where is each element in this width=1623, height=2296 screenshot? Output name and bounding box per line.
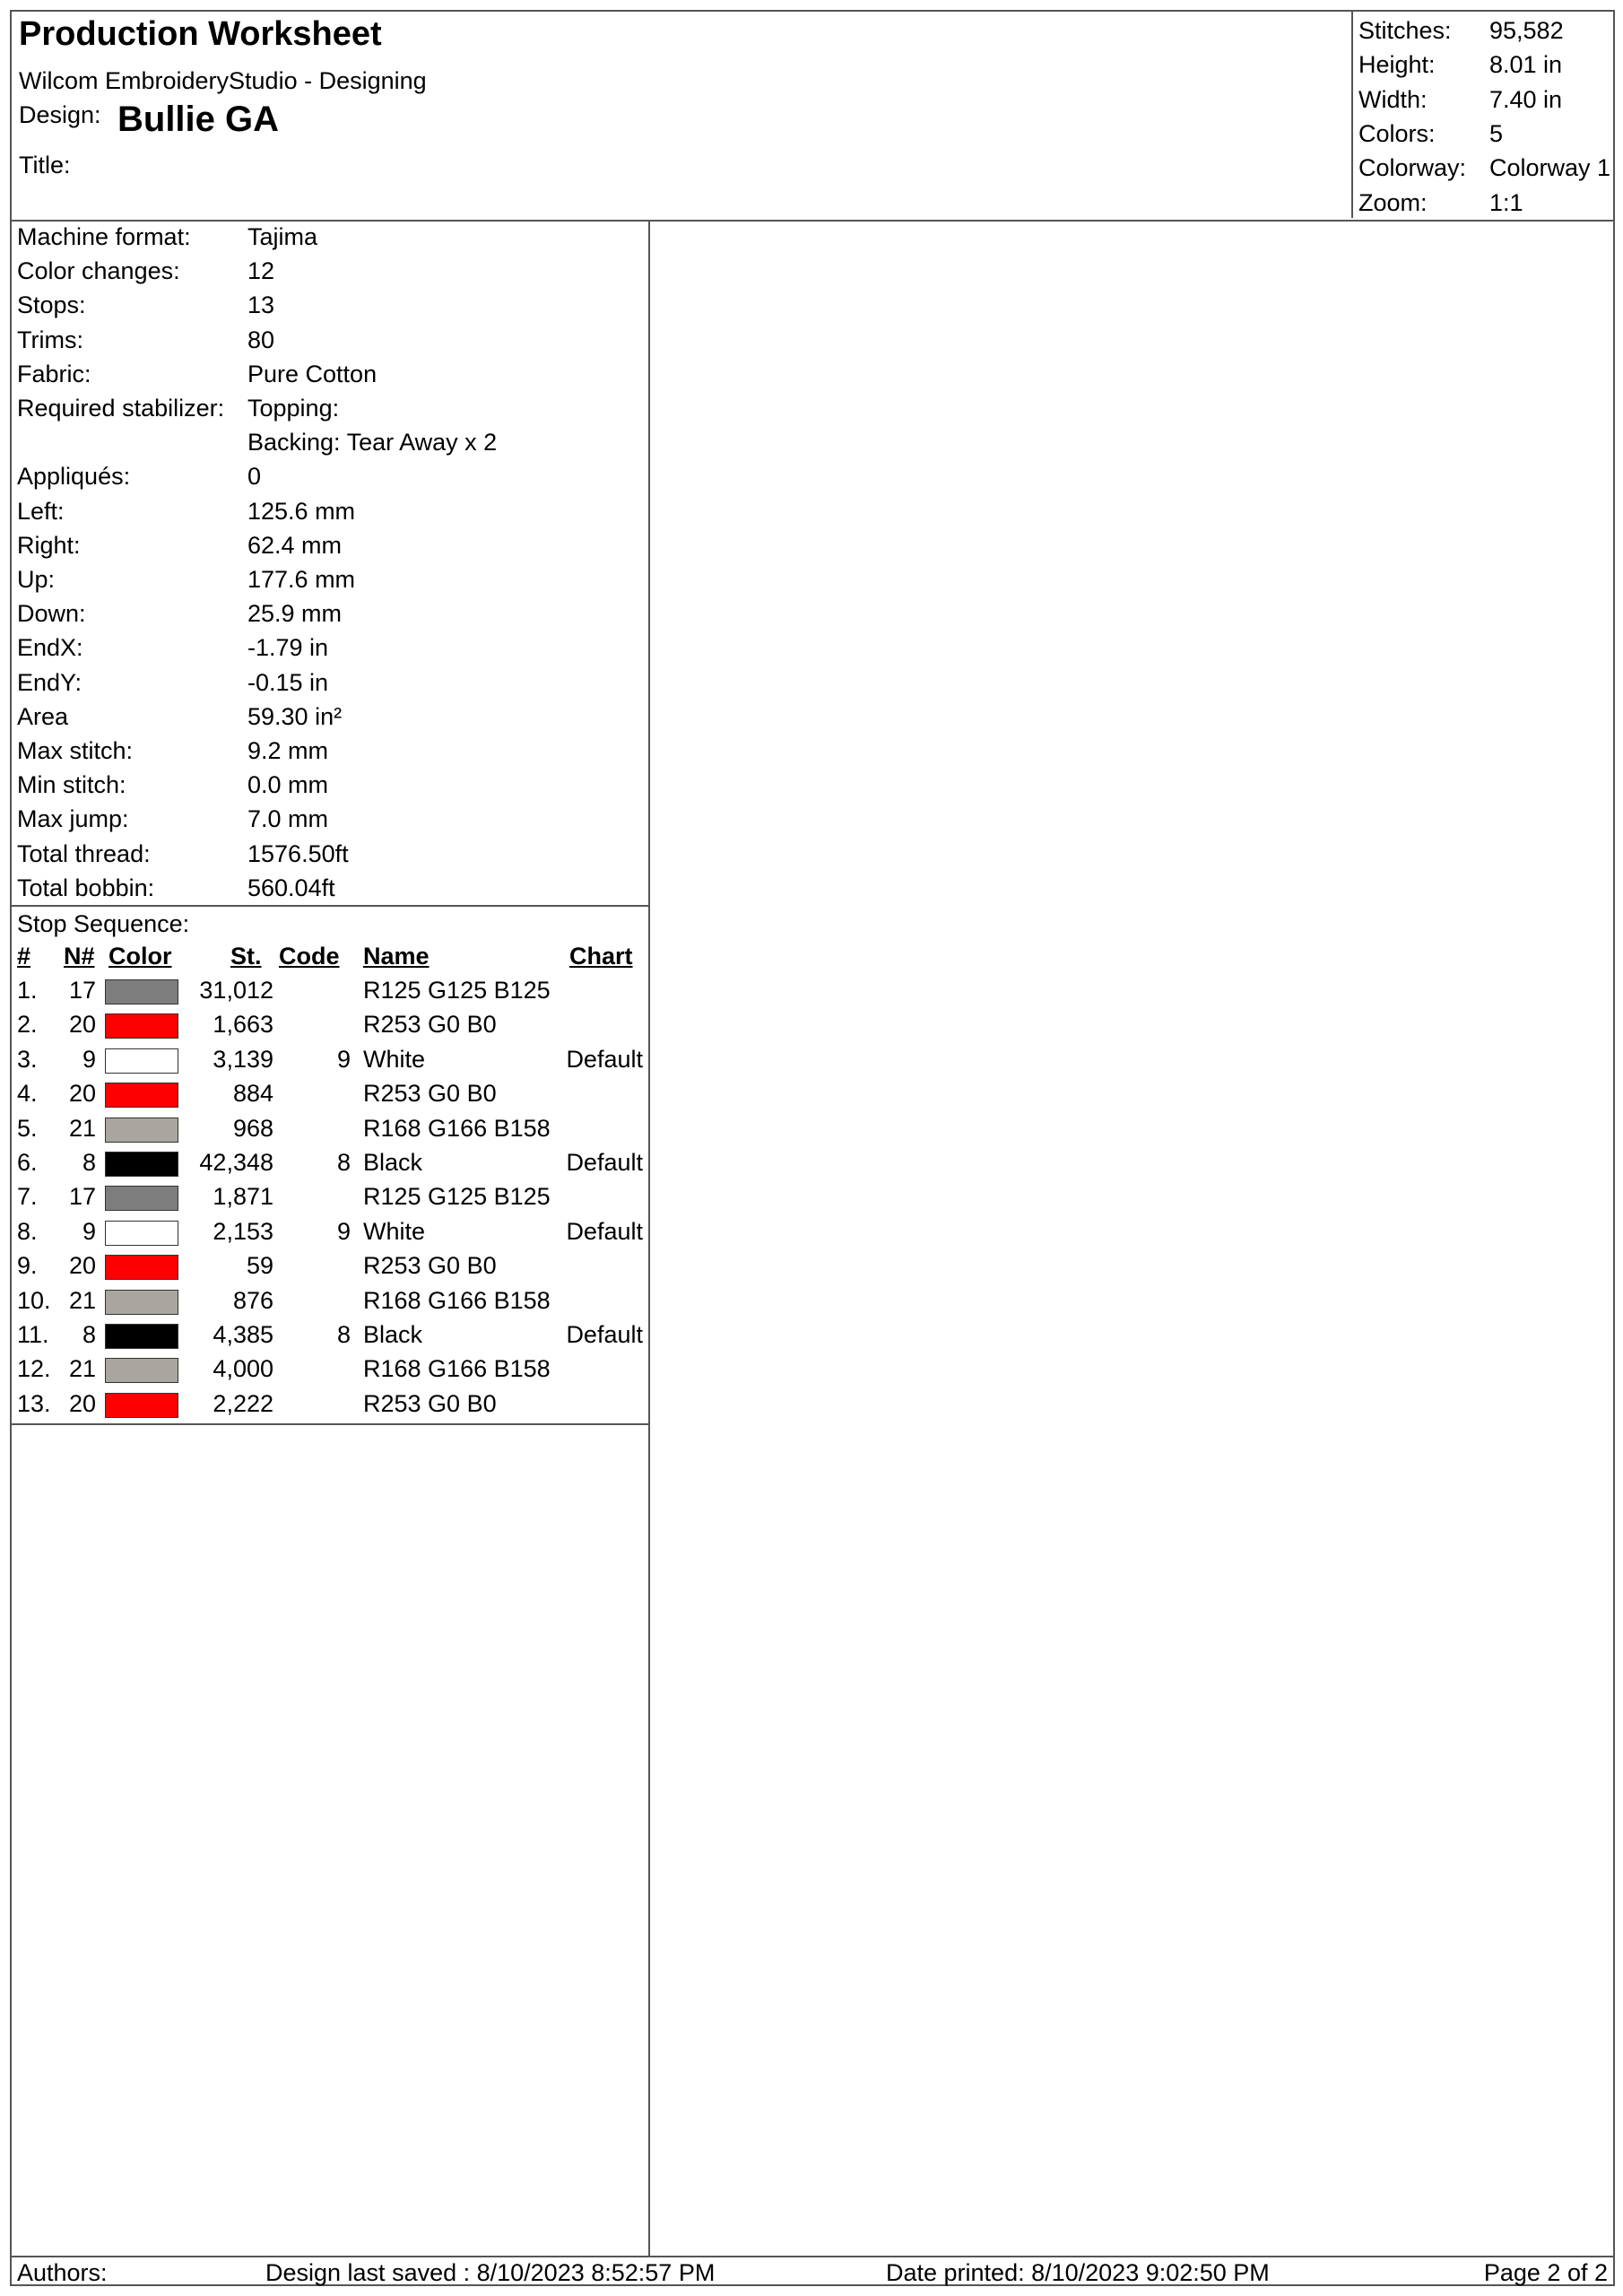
stitch-count: 1,871 [213, 1183, 273, 1211]
property-value: 560.04ft [247, 874, 335, 901]
table-row [12, 1287, 648, 1321]
color-swatch [105, 1290, 178, 1315]
stitch-count: 31,012 [199, 977, 273, 1004]
row-index: 11. [17, 1321, 49, 1348]
page-number: Page 2 of 2 [1483, 2259, 1608, 2286]
stat-value: 5 [1489, 119, 1504, 147]
table-row [12, 1183, 648, 1217]
property-label: Down: [17, 600, 86, 628]
table-row [12, 977, 648, 1011]
color-swatch [105, 1083, 178, 1108]
property-row [17, 702, 343, 731]
property-label: Machine format: [17, 223, 191, 250]
property-value: 7.0 mm [247, 805, 329, 833]
stat-row [1358, 85, 1563, 114]
property-value: 9.2 mm [247, 737, 329, 764]
row-index: 9. [17, 1252, 38, 1280]
col-header-color: Color [108, 943, 172, 970]
thread-name: Black [363, 1321, 423, 1348]
table-row [12, 1252, 648, 1286]
property-label: Left: [17, 497, 65, 525]
table-row [12, 1218, 648, 1252]
stat-value: 7.40 in [1489, 85, 1563, 113]
stitch-count: 2,153 [213, 1217, 273, 1245]
color-swatch [105, 979, 178, 1004]
color-swatch [105, 1358, 178, 1383]
row-index: 2. [17, 1011, 38, 1039]
needle-number: 21 [68, 1114, 96, 1142]
color-swatch [105, 1118, 178, 1143]
property-row [17, 463, 262, 491]
design-name: Bullie GA [117, 100, 280, 139]
color-swatch [105, 1048, 178, 1074]
thread-name: R125 G125 B125 [363, 1183, 551, 1211]
needle-number: 17 [68, 977, 96, 1004]
property-row [17, 600, 343, 628]
property-label: Stops: [17, 291, 86, 319]
table-row [12, 1149, 648, 1183]
property-row [17, 531, 343, 560]
stitch-count: 884 [232, 1080, 273, 1108]
color-swatch [105, 1186, 178, 1211]
stitch-count: 4,385 [213, 1321, 273, 1348]
row-index: 12. [17, 1355, 51, 1383]
property-row [17, 223, 318, 251]
stat-value: Colorway 1 [1489, 154, 1611, 182]
thread-name: R253 G0 B0 [363, 1011, 497, 1039]
row-index: 13. [17, 1389, 51, 1417]
col-header-name: Name [363, 943, 430, 970]
property-value: Tajima [247, 223, 318, 250]
table-row [12, 1046, 648, 1080]
property-value: -0.15 in [247, 668, 329, 696]
table-row [12, 1080, 648, 1114]
property-row [17, 257, 275, 285]
table-row [12, 1011, 648, 1045]
stop-sequence-table [12, 905, 648, 1425]
needle-number: 20 [68, 1252, 96, 1280]
design-properties [12, 220, 648, 907]
property-label: Total bobbin: [17, 874, 155, 901]
stat-label: Height: [1358, 51, 1436, 79]
color-swatch [105, 1324, 178, 1349]
property-value: 62.4 mm [247, 531, 343, 559]
table-row [12, 1115, 648, 1149]
color-swatch [105, 1013, 178, 1039]
thread-name: R168 G166 B158 [363, 1114, 551, 1142]
row-index: 10. [17, 1286, 51, 1314]
thread-name: R253 G0 B0 [363, 1389, 497, 1417]
stitch-count: 968 [232, 1114, 273, 1142]
col-header-index: # [17, 943, 31, 970]
table-row [12, 1390, 648, 1424]
property-value: 80 [247, 326, 275, 353]
stat-label: Stitches: [1358, 17, 1452, 44]
stitch-count: 2,222 [213, 1389, 273, 1417]
property-label: Fabric: [17, 360, 91, 387]
table-row [12, 1321, 648, 1355]
title-label: Title: [19, 152, 71, 178]
stat-row [1358, 17, 1564, 45]
needle-number: 9 [82, 1217, 96, 1245]
stitch-count: 4,000 [213, 1355, 273, 1383]
property-row [17, 326, 275, 354]
thread-name: White [363, 1045, 426, 1073]
needle-number: 20 [68, 1011, 96, 1039]
property-value: 25.9 mm [247, 600, 343, 628]
property-value: 125.6 mm [247, 497, 356, 525]
property-value: -1.79 in [247, 634, 329, 662]
stat-value: 95,582 [1489, 17, 1564, 44]
stat-row [1358, 119, 1504, 148]
property-value: 0 [247, 463, 262, 491]
property-label: Area [17, 702, 69, 730]
needle-number: 21 [68, 1286, 96, 1314]
property-value: Backing: Tear Away x 2 [247, 429, 498, 457]
property-label: Trims: [17, 326, 83, 353]
thread-code: 8 [336, 1321, 351, 1348]
row-index: 8. [17, 1217, 38, 1245]
property-label: EndX: [17, 634, 83, 662]
property-label: Up: [17, 566, 56, 593]
thread-name: R253 G0 B0 [363, 1080, 497, 1108]
stitch-count: 876 [232, 1286, 273, 1314]
property-value: 177.6 mm [247, 566, 356, 593]
design-stats-panel [1351, 12, 1617, 218]
needle-number: 20 [68, 1080, 96, 1108]
property-row [17, 805, 329, 833]
row-index: 3. [17, 1045, 38, 1073]
property-label: Appliqués: [17, 463, 131, 491]
property-row [17, 634, 329, 662]
thread-chart: Default [566, 1045, 643, 1073]
property-label: EndY: [17, 668, 82, 696]
col-header-code: Code [279, 943, 340, 970]
thread-code: 9 [336, 1045, 351, 1073]
property-row [17, 737, 329, 765]
stop-sequence-label: Stop Sequence: [17, 910, 190, 937]
stat-label: Colors: [1358, 119, 1436, 147]
stitch-count: 3,139 [213, 1045, 273, 1073]
property-label: Max jump: [17, 805, 129, 833]
needle-number: 9 [82, 1045, 96, 1073]
color-swatch [105, 1152, 178, 1177]
property-row [17, 839, 349, 868]
stat-row [1358, 188, 1523, 217]
worksheet-page [10, 10, 1615, 2286]
stitch-count: 59 [246, 1252, 273, 1280]
thread-name: R253 G0 B0 [363, 1252, 497, 1280]
thread-chart: Default [566, 1217, 643, 1245]
thread-name: R168 G166 B158 [363, 1355, 551, 1383]
property-value: 59.30 in² [247, 702, 343, 730]
stat-value: 1:1 [1489, 188, 1523, 216]
stat-label: Colorway: [1358, 154, 1467, 182]
needle-number: 8 [82, 1149, 96, 1176]
row-index: 4. [17, 1080, 38, 1108]
color-swatch [105, 1221, 178, 1246]
col-header-chart: Chart [569, 943, 633, 970]
thread-name: R125 G125 B125 [363, 977, 551, 1004]
row-index: 5. [17, 1114, 38, 1142]
property-row [17, 497, 356, 526]
stitch-count: 42,348 [199, 1149, 273, 1176]
thread-chart: Default [566, 1149, 643, 1176]
table-row [12, 1355, 648, 1389]
property-label: Right: [17, 531, 81, 559]
col-header-needle: N# [64, 943, 95, 970]
needle-number: 17 [68, 1183, 96, 1211]
stitch-count: 1,663 [213, 1011, 273, 1039]
color-swatch [105, 1255, 178, 1280]
thread-chart: Default [566, 1321, 643, 1348]
property-value: Topping: [247, 395, 340, 422]
page-title: Production Worksheet [19, 15, 382, 53]
property-row [17, 771, 329, 799]
row-index: 6. [17, 1149, 38, 1176]
property-row [17, 668, 329, 697]
thread-name: Black [363, 1149, 423, 1176]
property-row [17, 360, 378, 388]
col-header-stitches: St. [230, 943, 262, 970]
left-column [12, 220, 650, 2256]
software-name: Wilcom EmbroideryStudio - Designing [19, 67, 427, 94]
stat-label: Width: [1358, 85, 1428, 113]
needle-number: 20 [68, 1389, 96, 1417]
property-row [17, 291, 275, 319]
property-label: Color changes: [17, 257, 180, 285]
property-value: 12 [247, 257, 275, 285]
property-value: Pure Cotton [247, 360, 378, 387]
authors-label: Authors: [17, 2259, 108, 2286]
thread-name: White [363, 1217, 426, 1245]
needle-number: 8 [82, 1321, 96, 1348]
property-row [17, 874, 335, 902]
row-index: 7. [17, 1183, 38, 1211]
property-label: Min stitch: [17, 771, 126, 799]
worksheet-footer [12, 2256, 1613, 2288]
property-row [17, 566, 356, 594]
row-index: 1. [17, 977, 38, 1004]
property-value: 1576.50ft [247, 839, 349, 867]
thread-code: 8 [336, 1149, 351, 1176]
property-label: Total thread: [17, 839, 151, 867]
needle-number: 21 [68, 1355, 96, 1383]
stat-row [1358, 154, 1611, 182]
date-printed: Date printed: 8/10/2023 9:02:50 PM [886, 2259, 1270, 2286]
design-label: Design: [19, 101, 101, 128]
stat-row [1358, 51, 1563, 79]
property-label: Required stabilizer: [17, 395, 225, 422]
property-value: 0.0 mm [247, 771, 329, 799]
thread-code: 9 [336, 1217, 351, 1245]
stat-label: Zoom: [1358, 188, 1428, 216]
color-swatch [105, 1393, 178, 1418]
stat-value: 8.01 in [1489, 51, 1563, 79]
property-value: 13 [247, 291, 275, 319]
property-row [17, 395, 340, 422]
worksheet-header [12, 12, 1613, 222]
thread-name: R168 G166 B158 [363, 1286, 551, 1314]
property-label: Max stitch: [17, 737, 134, 764]
last-saved: Design last saved : 8/10/2023 8:52:57 PM [265, 2259, 716, 2286]
